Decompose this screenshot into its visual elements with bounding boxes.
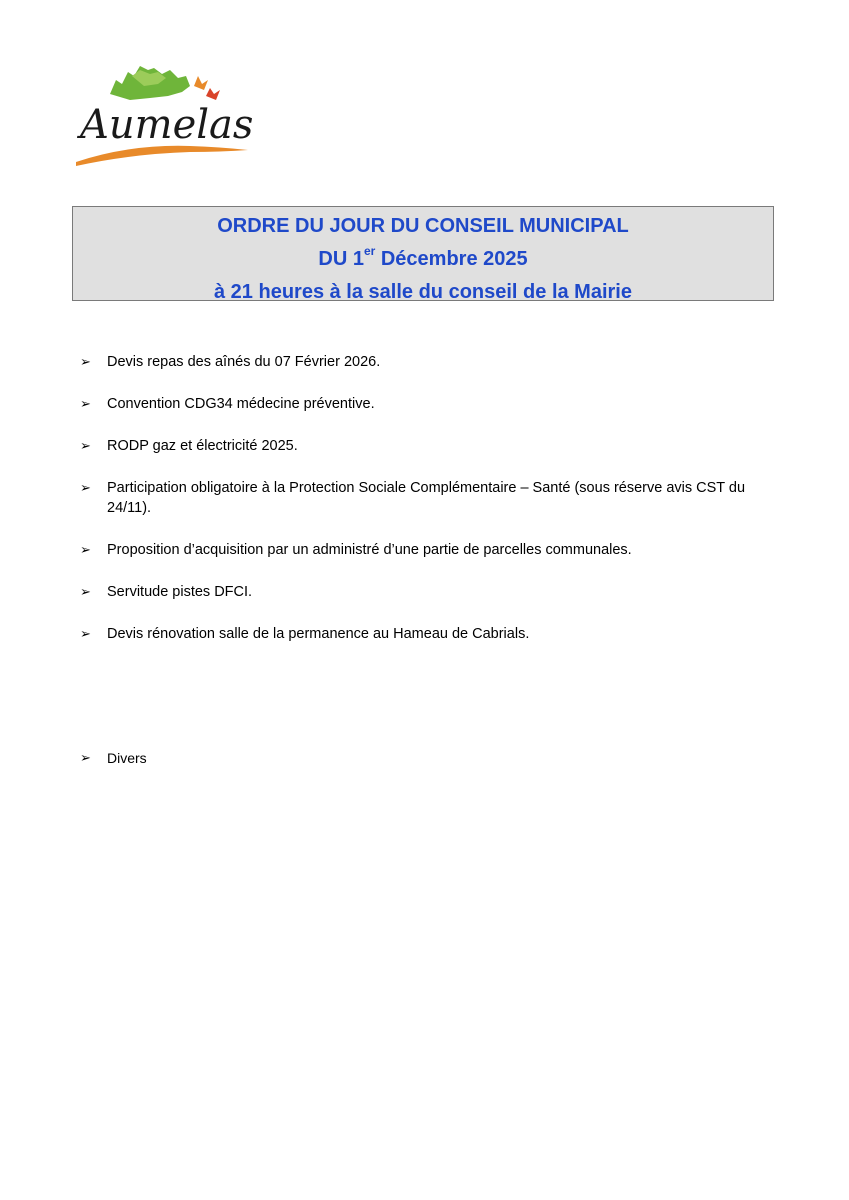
agenda-item-text: Participation obligatoire à la Protection Sociale Complémentaire – Santé (sous réserve avis CST du 24/11).	[107, 480, 746, 516]
agenda-item	[80, 478, 780, 518]
arrowhead-bullet-icon: ➢	[80, 542, 91, 557]
leaf-red	[206, 88, 220, 100]
leaf-orange	[194, 76, 208, 90]
agenda-item	[80, 394, 780, 414]
arrowhead-bullet-icon: ➢	[80, 626, 91, 641]
orange-swoosh	[76, 146, 248, 166]
agenda-item	[80, 352, 780, 372]
aumelas-logo	[70, 62, 255, 172]
header-date-suffix: Décembre 2025	[375, 248, 528, 270]
header-line-3: à 21 heures à la salle du conseil de la Mairie	[214, 281, 632, 303]
agenda-item	[80, 540, 780, 560]
agenda-item-text: Convention CDG34 médecine préventive.	[107, 396, 375, 412]
arrowhead-bullet-icon: ➢	[80, 584, 91, 599]
aumelas-lettering: Aumelas	[80, 102, 254, 148]
agenda-item-text: Divers	[107, 750, 147, 766]
agenda-item-text: Proposition d’acquisition par un administré d’une partie de parcelles communales.	[107, 542, 632, 558]
agenda-header-box	[72, 206, 774, 301]
aumelas-logo-graphic	[70, 62, 255, 172]
agenda-item-text: Servitude pistes DFCI.	[107, 584, 253, 600]
header-date-prefix: DU 1	[318, 248, 364, 270]
header-line-1: ORDRE DU JOUR DU CONSEIL MUNICIPAL	[217, 215, 629, 237]
agenda-item-text: Devis rénovation salle de la permanence au Hameau de Cabrials.	[107, 626, 530, 642]
agenda-item-divers	[80, 748, 780, 768]
agenda-item	[80, 436, 780, 456]
arrowhead-bullet-icon: ➢	[80, 438, 91, 453]
agenda-item	[80, 624, 780, 644]
arrowhead-bullet-icon: ➢	[80, 750, 91, 765]
agenda-list	[80, 352, 780, 790]
arrowhead-bullet-icon: ➢	[80, 354, 91, 369]
header-line-2	[73, 243, 773, 276]
arrowhead-bullet-icon: ➢	[80, 480, 91, 495]
arrowhead-bullet-icon: ➢	[80, 396, 91, 411]
agenda-item-text: Devis repas des aînés du 07 Février 2026.	[107, 354, 381, 370]
header-date-sup: er	[363, 244, 376, 259]
agenda-item-text: RODP gaz et électricité 2025.	[107, 438, 298, 454]
agenda-item	[80, 582, 780, 602]
